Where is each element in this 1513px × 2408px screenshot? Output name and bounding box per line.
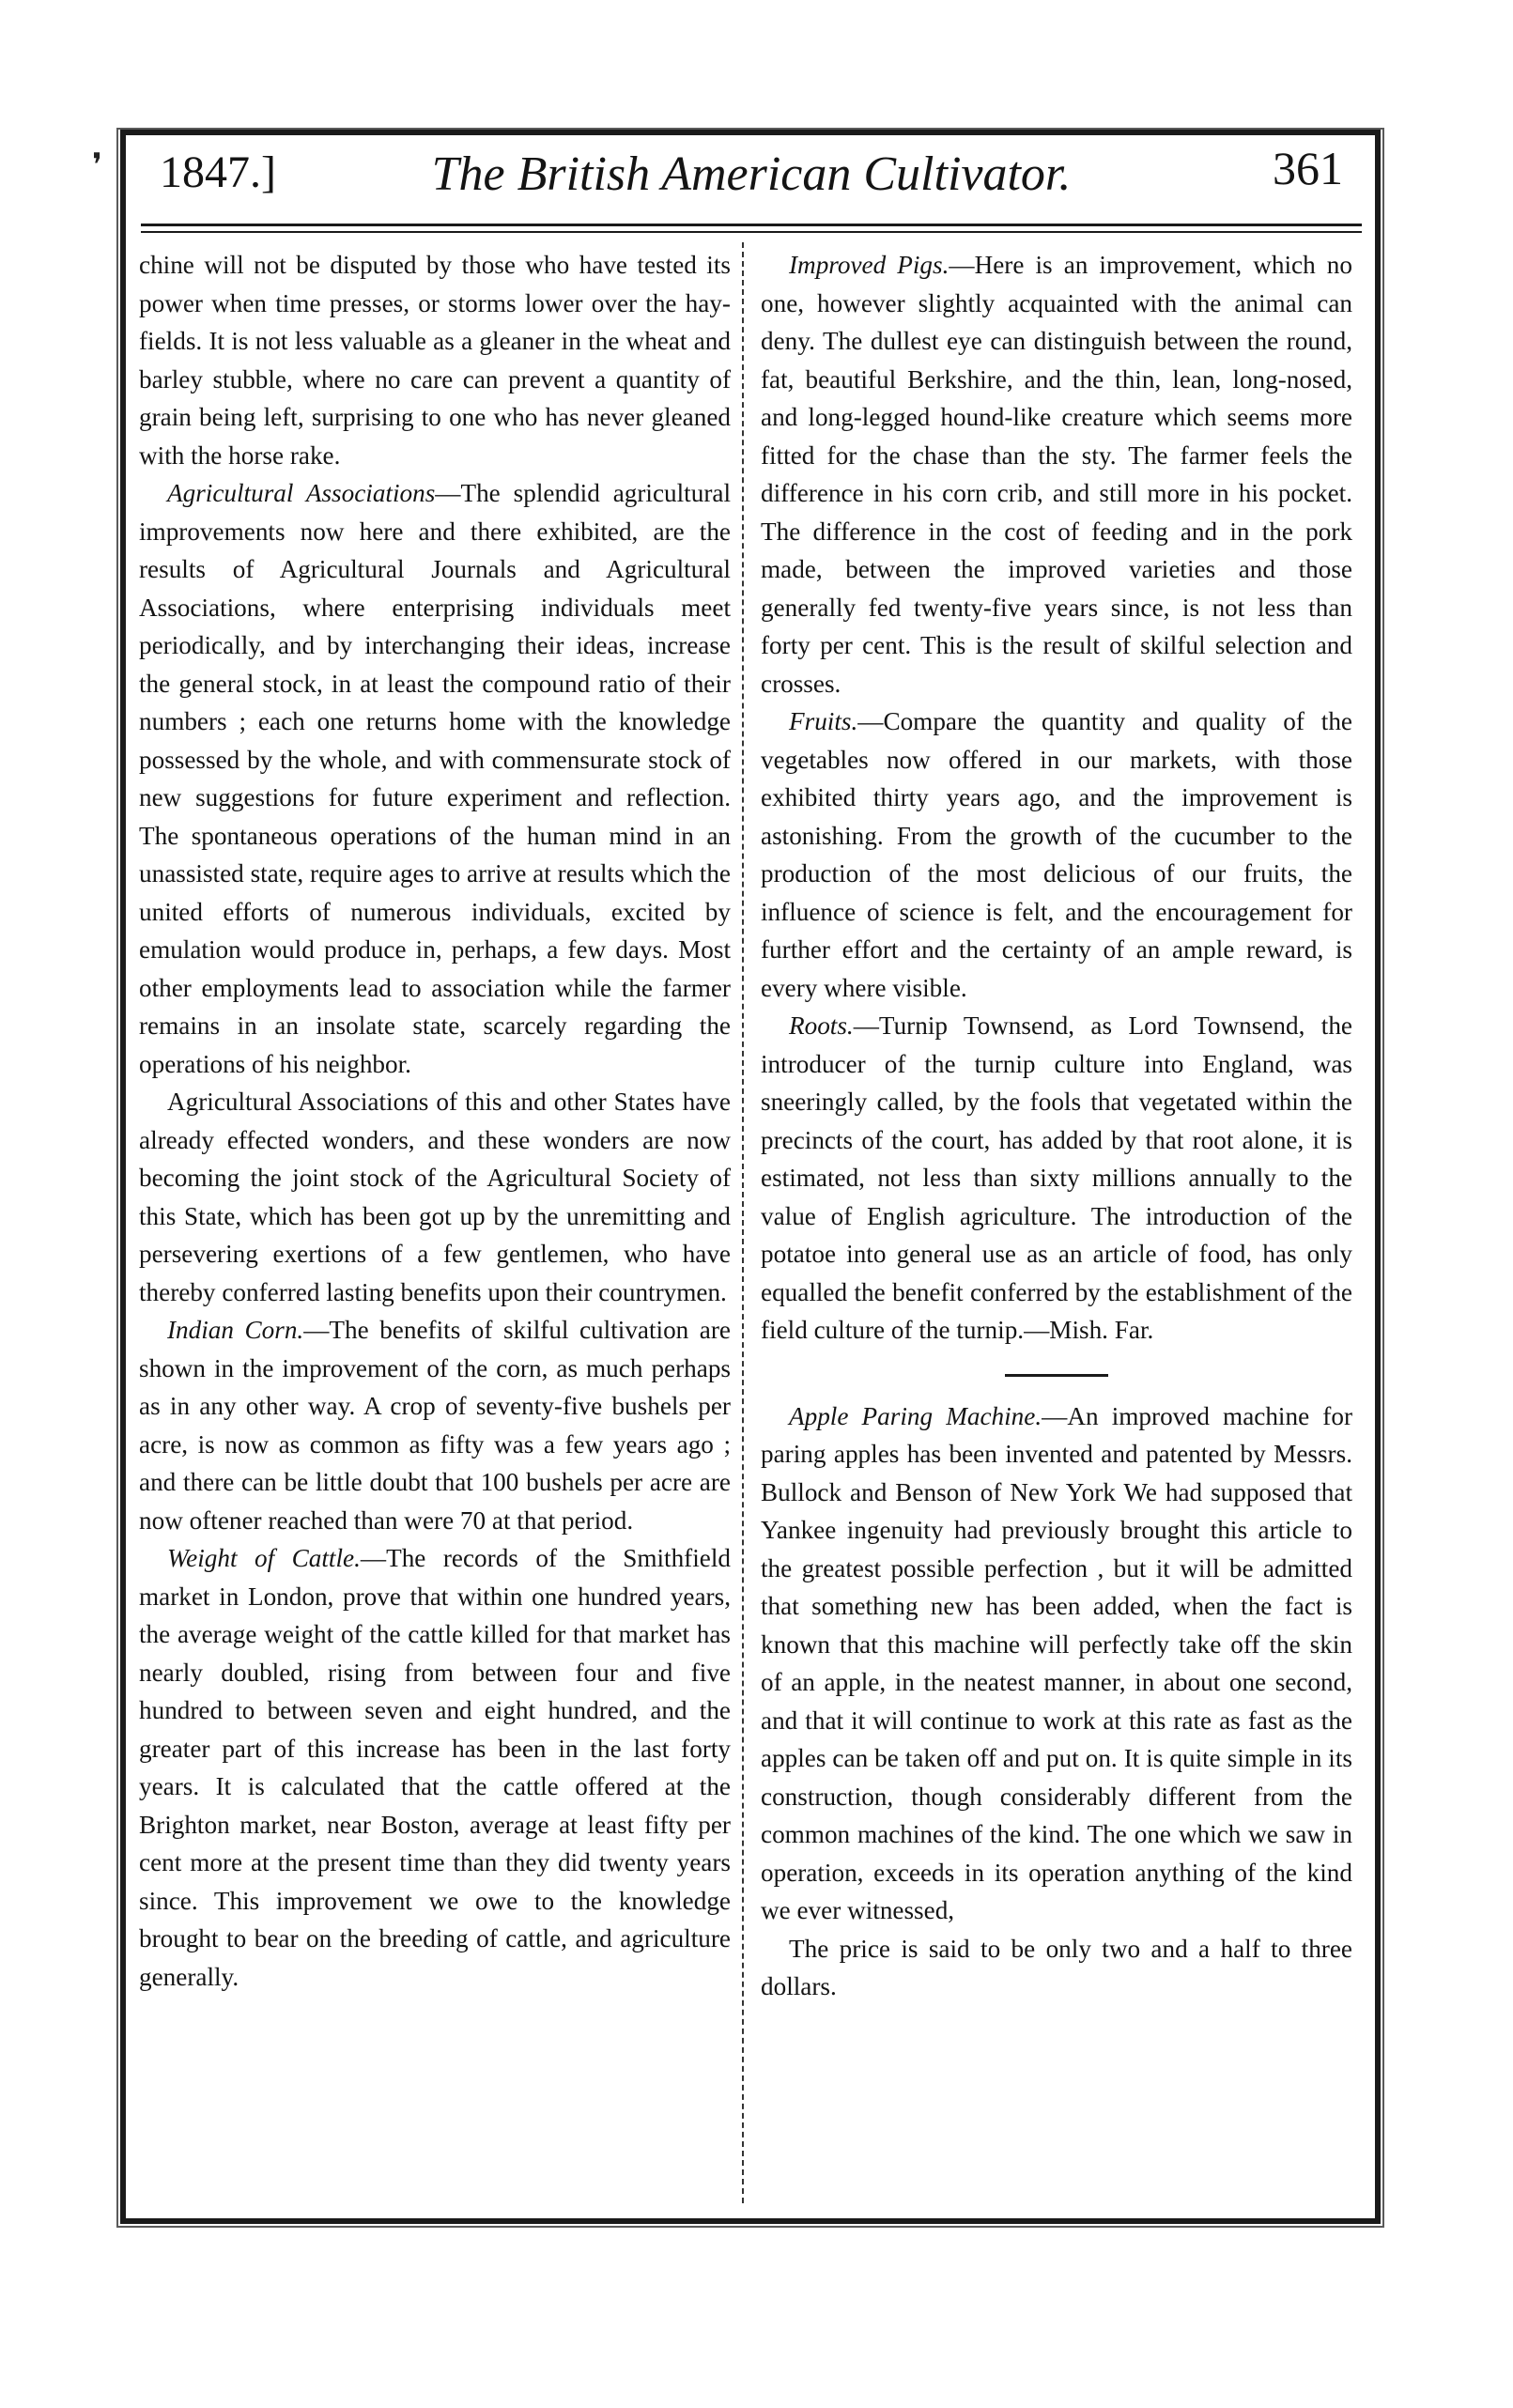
paragraph-text: chine will not be disputed by those who have tested its power when time presses, or storms lower over the hay-fields. It is not less valuable as a gleaner in the wheat and barley stubble, where no care can prevent a quantity of grain being left, surprising to one who has never gleaned with the horse rake. [139,251,731,470]
page-header [141,141,1362,216]
paragraph [761,1397,1352,1930]
header-title: The British American Cultivator. [431,147,1072,201]
paragraph-heading: Improved Pigs. [789,251,949,279]
paragraph-text: —Turnip Townsend, as Lord Townsend, the introducer of the turnip culture into England, was sneeringly called, by the fools that vegetated within the precincts of the court, has added by that root alone, it is estimated, not less than sixty millions annually to the value of English agriculture. The introduction of the potatoe into general use as an article of food, has only equalled the benefit conferred by the establishment of the field culture of the turnip.—Mish. Far. [761,1011,1352,1344]
paragraph [139,1539,731,1996]
paragraph-heading: Fruits. [789,707,858,735]
paragraph-heading: Indian Corn. [167,1316,304,1344]
header-rule [141,224,1362,226]
paragraph [139,1311,731,1539]
paragraph [139,246,731,474]
section-separator [1005,1374,1108,1377]
paragraph-heading: Apple Paring Machine. [789,1401,1042,1430]
paragraph [761,702,1352,1007]
paragraph-text: Agricultural Associations of this and other States have already effected wonders, and these wonders are now becoming the joint stock of the Agricultural Society of this State, which has been got up by the unremitting and persevering exertions of a few gentlemen, who have thereby conferred lasting benefits upon their countrymen. [139,1088,731,1306]
paragraph [761,1930,1352,2006]
paragraph-text: —An improved machine for paring apples has been invented and patented by Messrs. Bullock and Benson of New York We had supposed that Yankee ingenuity had previously brought this article to the greatest possible perfection , but it will be admitted that something new has been added, when the fact is known that this machine will perfectly take off the skin of an apple, in the neatest manner, in about one second, and that it will continue to work at this rate as fast as the apples can be taken off and put on. It is quite simple in its construction, though considerably different from the common machines of the kind. The one which we saw in operation, exceeds in its operation anything of the kind we ever witnessed, [761,1401,1352,1924]
column-divider [742,242,744,2203]
paragraph-text: —The records of the Smithfield market in London, prove that within one hundred years, the average weight of the cattle killed for that market has nearly doubled, rising from between four and five hundred to between seven and eight hundred, and the greater part of this increase has been in the last forty years. It is calculated that the cattle offered at the Brighton market, near Boston, average at least fifty per cent more at the present time than they did twenty years since. This improvement we owe to the knowledge brought to bear on the breeding of cattle, and agriculture generally. [139,1544,731,1991]
paragraph-text: The price is said to be only two and a half to three dollars. [761,1934,1352,2000]
paragraph-text: —Here is an improvement, which no one, however slightly acquainted with the animal can deny. The dullest eye can distinguish between the round, fat, beautiful Berkshire, and the thin, lean, long-nosed, and long-legged hound-like creature which seems more fitted for the chase than the sty. The farmer feels the difference in his corn crib, and still more in his pocket. The difference in the cost of feeding and in the pork made, between the improved varieties and those generally fed twenty-five years since, is not less than forty per cent. This is the result of skilful selection and crosses. [761,251,1352,698]
paragraph-text: —The benefits of skilful cultivation are shown in the improvement of the corn, as much perhaps as in any other way. A crop of seventy-five bushels per acre, is now as common as fifty was a few years ago ; and there can be little doubt that 100 bushels per acre are now oftener reached than were 70 at that period. [139,1316,731,1535]
paragraph-text: —Compare the quantity and quality of the vegetables now offered in our markets, with those exhibited thirty years ago, and the improvement is astonishing. From the growth of the cucumber to the production of the most delicious of our fruits, the influence of science is felt, and the encouragement for further effort and the certainty of an ample reward, is every where visible. [761,707,1352,1002]
paragraph [761,246,1352,702]
paragraph [139,474,731,1083]
paragraph-text: —The splendid agricultural improvements now here and there exhibited, are the results of Agricultural Journals and Agricultural Associations, where enterprising individuals meet periodically, and by interchanging their ideas, increase the general stock, in at least the compound ratio of their numbers ; each one returns home with the knowledge possessed by the whole, and with commensurate stock of new suggestions for future experiment and reflection. The spontaneous operations of the human mind in an unassisted state, require ages to arrive at results which the united efforts of numerous individuals, excited by emulation would produce in, perhaps, a few days. Most other employments lead to association while the farmer remains in an insolate state, scarcely regarding the operations of his neighbor. [139,479,731,1078]
paragraph-heading: Agricultural Associations [167,479,436,507]
left-column [139,246,731,1996]
paragraph-heading: Roots. [789,1011,854,1040]
paragraph-heading: Weight of Cattle. [167,1544,361,1572]
header-rule-thin [141,231,1362,233]
header-year: 1847.] [160,147,276,197]
right-column [761,246,1352,2006]
paragraph [139,1083,731,1311]
margin-mark: ❜ [92,148,102,183]
header-page-number: 361 [1273,142,1343,194]
paragraph [761,1007,1352,1350]
